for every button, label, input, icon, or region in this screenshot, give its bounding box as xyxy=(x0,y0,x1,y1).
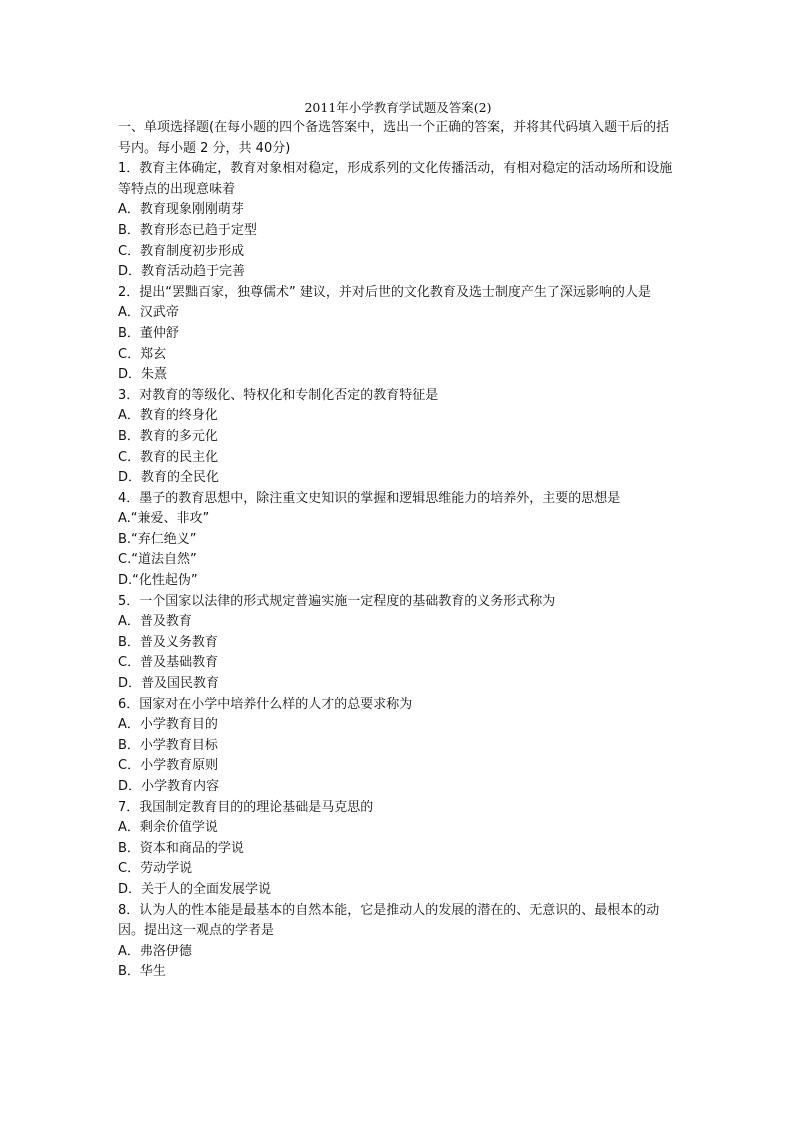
answer-option: A．小学教育目的 xyxy=(118,717,218,733)
answer-option: A．弗洛伊德 xyxy=(118,943,192,959)
answer-option: B．教育形态已趋于定型 xyxy=(118,222,257,238)
answer-option: A．教育现象刚刚萌芽 xyxy=(118,202,244,218)
question-2 xyxy=(118,283,678,386)
answer-option: C．教育制度初步形成 xyxy=(118,243,245,259)
question-stem: 1．教育主体确定，教育对象相对稳定，形成系列的文化传播活动，有相对稳定的活动场所和设施等特点的出现意味着 xyxy=(118,161,673,197)
answer-option: C．郑玄 xyxy=(118,346,167,362)
question-1 xyxy=(118,159,678,283)
document-title: 2011年小学教育学试题及答案(2) xyxy=(304,100,492,115)
answer-option: D．教育的全民化 xyxy=(118,470,220,486)
answer-option: B．董仲舒 xyxy=(118,325,179,341)
answer-option: D．小学教育内容 xyxy=(118,779,220,794)
question-stem: 3．对教育的等级化、特权化和专制化否定的教育特征是 xyxy=(118,387,439,403)
answer-option: A.“兼爱、非攻” xyxy=(118,511,210,527)
question-stem: 2．提出“罢黜百家，独尊儒术” 建议，并对后世的文化教育及选士制度产生了深远影响的人是 xyxy=(118,284,651,300)
answer-option: D．普及国民教育 xyxy=(118,676,220,692)
question-stem: 4．墨子的教育思想中，除注重文史知识的掌握和逻辑思维能力的培养外，主要的思想是 xyxy=(118,490,621,506)
answer-option: C．劳动学说 xyxy=(118,861,193,877)
question-stem: 7．我国制定教育目的的理论基础是马克思的 xyxy=(118,799,374,815)
answer-option: D.“化性起伪” xyxy=(118,573,198,589)
answer-option: D．教育活动趋于完善 xyxy=(118,264,246,280)
answer-option: A．教育的终身化 xyxy=(118,408,218,424)
answer-option: B．小学教育目标 xyxy=(118,737,218,753)
question-8 xyxy=(118,901,678,983)
question-stem: 6．国家对在小学中培养什么样的人才的总要求称为 xyxy=(118,696,413,712)
answer-option: A．剩余价值学说 xyxy=(118,820,218,836)
answer-option: C.“道法自然” xyxy=(118,552,197,568)
question-stem: 5．一个国家以法律的形式规定普遍实施一定程度的基础教育的义务形式称为 xyxy=(118,593,556,609)
answer-option: D．朱熹 xyxy=(118,367,168,383)
question-7 xyxy=(118,798,678,901)
question-stem: 8．认为人的性本能是最基本的自然本能，它是推动人的发展的潜在的、无意识的、最根本的动因。提出这一观点的学者是 xyxy=(118,902,660,939)
question-5 xyxy=(118,592,678,695)
question-list xyxy=(118,159,678,983)
answer-option: A．普及教育 xyxy=(118,614,192,630)
answer-option: C．小学教育原则 xyxy=(118,758,219,774)
document-page xyxy=(118,98,678,983)
answer-option: B．教育的多元化 xyxy=(118,428,218,444)
section-heading: 一、单项选择题(在每小题的四个备选答案中，选出一个正确的答案，并将其代码填入题干后的括号内。每小题 2 分，共 40分) xyxy=(118,120,670,156)
question-6 xyxy=(118,695,678,798)
answer-option: D．关于人的全面发展学说 xyxy=(118,881,272,897)
answer-option: A．汉武帝 xyxy=(118,305,179,321)
answer-option: B．普及义务教育 xyxy=(118,634,218,650)
question-4 xyxy=(118,489,678,592)
answer-option: C．普及基础教育 xyxy=(118,655,219,671)
answer-option: B．资本和商品的学说 xyxy=(118,840,244,856)
question-3 xyxy=(118,386,678,489)
answer-option: B.“弃仁绝义” xyxy=(118,531,197,547)
answer-option: B．华生 xyxy=(118,964,166,980)
answer-option: C．教育的民主化 xyxy=(118,449,219,465)
